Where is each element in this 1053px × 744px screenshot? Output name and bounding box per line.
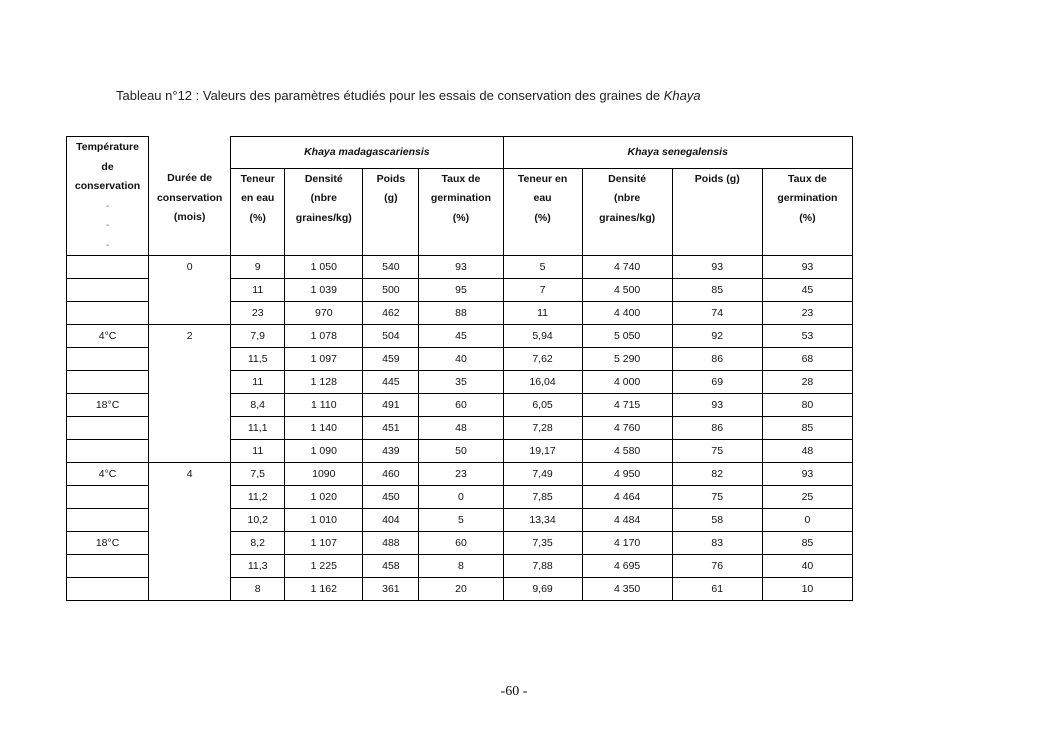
value-cell: 5 290 <box>582 348 672 371</box>
value-cell: 5 <box>503 256 582 279</box>
table-body <box>67 256 853 601</box>
value-cell: 4 695 <box>582 555 672 578</box>
table-row <box>67 440 853 463</box>
temperature-cell <box>67 555 149 578</box>
sen-poids-header: Poids (g) <box>672 168 762 255</box>
value-cell: 491 <box>363 394 419 417</box>
temperature-cell: 4°C <box>67 463 149 486</box>
duree-cell <box>149 555 231 578</box>
value-cell: 459 <box>363 348 419 371</box>
value-cell: 93 <box>419 256 503 279</box>
value-cell: 439 <box>363 440 419 463</box>
duree-cell <box>149 371 231 394</box>
duree-header: Durée de conservation (mois) <box>149 168 231 255</box>
value-cell: 5,94 <box>503 325 582 348</box>
value-cell: 540 <box>363 256 419 279</box>
value-cell: 8 <box>231 578 285 601</box>
table-row <box>67 279 853 302</box>
value-cell: 23 <box>762 302 852 325</box>
temperature-cell <box>67 486 149 509</box>
table-row <box>67 256 853 279</box>
value-cell: 4 464 <box>582 486 672 509</box>
duree-cell <box>149 486 231 509</box>
value-cell: 1 107 <box>285 532 363 555</box>
table-row <box>67 555 853 578</box>
value-cell: 11,2 <box>231 486 285 509</box>
caption-text: Tableau n°12 : Valeurs des paramètres étudiés pour les essais de conservation des graines de <box>116 88 661 103</box>
value-cell: 68 <box>762 348 852 371</box>
temperature-cell: 4°C <box>67 325 149 348</box>
value-cell: 1 010 <box>285 509 363 532</box>
value-cell: 40 <box>419 348 503 371</box>
duree-cell <box>149 302 231 325</box>
value-cell: 500 <box>363 279 419 302</box>
value-cell: 404 <box>363 509 419 532</box>
value-cell: 11 <box>231 371 285 394</box>
value-cell: 69 <box>672 371 762 394</box>
value-cell: 8 <box>419 555 503 578</box>
caption-species: Khaya <box>663 88 701 103</box>
value-cell: 1 162 <box>285 578 363 601</box>
table-row <box>67 325 853 348</box>
value-cell: 4 740 <box>582 256 672 279</box>
value-cell: 4 170 <box>582 532 672 555</box>
duree-cell <box>149 509 231 532</box>
sen-taux-header: Taux de germination (%) <box>762 168 852 255</box>
temperature-cell <box>67 279 149 302</box>
temperature-cell <box>67 417 149 440</box>
value-cell: 4 950 <box>582 463 672 486</box>
value-cell: 1 128 <box>285 371 363 394</box>
value-cell: 23 <box>419 463 503 486</box>
temperature-cell <box>67 302 149 325</box>
value-cell: 82 <box>672 463 762 486</box>
value-cell: 7,35 <box>503 532 582 555</box>
value-cell: 4 000 <box>582 371 672 394</box>
table-row <box>67 417 853 440</box>
temperature-header: Température de conservation - - - <box>67 137 149 256</box>
value-cell: 450 <box>363 486 419 509</box>
page-number: -60 - <box>500 684 528 699</box>
table-row <box>67 486 853 509</box>
table-caption <box>116 88 701 103</box>
mad-densite-header: Densité (nbre graines/kg) <box>285 168 363 255</box>
value-cell: 4 580 <box>582 440 672 463</box>
temperature-cell <box>67 256 149 279</box>
value-cell: 76 <box>672 555 762 578</box>
temperature-cell <box>67 371 149 394</box>
duree-header-spacer <box>149 137 231 169</box>
value-cell: 40 <box>762 555 852 578</box>
duree-cell <box>149 532 231 555</box>
value-cell: 11 <box>231 279 285 302</box>
duree-cell: 4 <box>149 463 231 486</box>
value-cell: 4 400 <box>582 302 672 325</box>
duree-cell <box>149 348 231 371</box>
value-cell: 361 <box>363 578 419 601</box>
value-cell: 48 <box>419 417 503 440</box>
value-cell: 504 <box>363 325 419 348</box>
value-cell: 11,3 <box>231 555 285 578</box>
value-cell: 86 <box>672 417 762 440</box>
value-cell: 488 <box>363 532 419 555</box>
value-cell: 462 <box>363 302 419 325</box>
value-cell: 88 <box>419 302 503 325</box>
table-row <box>67 302 853 325</box>
table-row <box>67 578 853 601</box>
table-row <box>67 509 853 532</box>
value-cell: 8,2 <box>231 532 285 555</box>
value-cell: 7,62 <box>503 348 582 371</box>
value-cell: 20 <box>419 578 503 601</box>
value-cell: 1090 <box>285 463 363 486</box>
temperature-cell <box>67 440 149 463</box>
value-cell: 11 <box>503 302 582 325</box>
value-cell: 7 <box>503 279 582 302</box>
table-row <box>67 532 853 555</box>
value-cell: 85 <box>762 532 852 555</box>
temperature-cell: 18°C <box>67 532 149 555</box>
value-cell: 1 110 <box>285 394 363 417</box>
value-cell: 9 <box>231 256 285 279</box>
value-cell: 75 <box>672 486 762 509</box>
value-cell: 86 <box>672 348 762 371</box>
mad-poids-header: Poids (g) <box>363 168 419 255</box>
value-cell: 93 <box>762 463 852 486</box>
value-cell: 7,5 <box>231 463 285 486</box>
sen-densite-header: Densité (nbre graines/kg) <box>582 168 672 255</box>
value-cell: 4 484 <box>582 509 672 532</box>
value-cell: 6,05 <box>503 394 582 417</box>
value-cell: 60 <box>419 532 503 555</box>
value-cell: 16,04 <box>503 371 582 394</box>
value-cell: 458 <box>363 555 419 578</box>
duree-cell <box>149 417 231 440</box>
value-cell: 35 <box>419 371 503 394</box>
value-cell: 1 020 <box>285 486 363 509</box>
value-cell: 1 097 <box>285 348 363 371</box>
value-cell: 4 350 <box>582 578 672 601</box>
value-cell: 83 <box>672 532 762 555</box>
value-cell: 0 <box>419 486 503 509</box>
value-cell: 8,4 <box>231 394 285 417</box>
value-cell: 19,17 <box>503 440 582 463</box>
duree-cell <box>149 394 231 417</box>
temperature-cell <box>67 509 149 532</box>
value-cell: 28 <box>762 371 852 394</box>
value-cell: 970 <box>285 302 363 325</box>
value-cell: 48 <box>762 440 852 463</box>
value-cell: 1 039 <box>285 279 363 302</box>
temperature-cell <box>67 348 149 371</box>
duree-cell <box>149 279 231 302</box>
value-cell: 92 <box>672 325 762 348</box>
value-cell: 11,5 <box>231 348 285 371</box>
value-cell: 7,88 <box>503 555 582 578</box>
value-cell: 7,28 <box>503 417 582 440</box>
value-cell: 93 <box>672 394 762 417</box>
value-cell: 45 <box>762 279 852 302</box>
value-cell: 50 <box>419 440 503 463</box>
temperature-cell <box>67 578 149 601</box>
value-cell: 75 <box>672 440 762 463</box>
value-cell: 45 <box>419 325 503 348</box>
species-senegalensis-header: Khaya senegalensis <box>503 137 853 169</box>
temperature-cell: 18°C <box>67 394 149 417</box>
value-cell: 80 <box>762 394 852 417</box>
value-cell: 10,2 <box>231 509 285 532</box>
value-cell: 1 050 <box>285 256 363 279</box>
value-cell: 1 090 <box>285 440 363 463</box>
value-cell: 93 <box>672 256 762 279</box>
value-cell: 60 <box>419 394 503 417</box>
value-cell: 23 <box>231 302 285 325</box>
value-cell: 445 <box>363 371 419 394</box>
sen-teneur-header: Teneur en eau (%) <box>503 168 582 255</box>
table-row <box>67 371 853 394</box>
value-cell: 11 <box>231 440 285 463</box>
value-cell: 0 <box>762 509 852 532</box>
mad-taux-header: Taux de germination (%) <box>419 168 503 255</box>
table-row <box>67 348 853 371</box>
value-cell: 9,69 <box>503 578 582 601</box>
species-madagascariensis-header: Khaya madagascariensis <box>231 137 503 169</box>
value-cell: 7,49 <box>503 463 582 486</box>
value-cell: 1 225 <box>285 555 363 578</box>
value-cell: 53 <box>762 325 852 348</box>
value-cell: 5 <box>419 509 503 532</box>
value-cell: 13,34 <box>503 509 582 532</box>
value-cell: 85 <box>762 417 852 440</box>
duree-cell <box>149 578 231 601</box>
value-cell: 61 <box>672 578 762 601</box>
table-row <box>67 463 853 486</box>
value-cell: 25 <box>762 486 852 509</box>
value-cell: 1 140 <box>285 417 363 440</box>
value-cell: 460 <box>363 463 419 486</box>
table-row <box>67 394 853 417</box>
value-cell: 95 <box>419 279 503 302</box>
conservation-table <box>66 136 853 601</box>
value-cell: 93 <box>762 256 852 279</box>
value-cell: 451 <box>363 417 419 440</box>
duree-cell <box>149 440 231 463</box>
value-cell: 85 <box>672 279 762 302</box>
value-cell: 74 <box>672 302 762 325</box>
value-cell: 10 <box>762 578 852 601</box>
value-cell: 7,9 <box>231 325 285 348</box>
value-cell: 11,1 <box>231 417 285 440</box>
value-cell: 5 050 <box>582 325 672 348</box>
duree-cell: 0 <box>149 256 231 279</box>
value-cell: 4 500 <box>582 279 672 302</box>
mad-teneur-header: Teneur en eau (%) <box>231 168 285 255</box>
value-cell: 1 078 <box>285 325 363 348</box>
value-cell: 7,85 <box>503 486 582 509</box>
value-cell: 4 760 <box>582 417 672 440</box>
duree-cell: 2 <box>149 325 231 348</box>
value-cell: 4 715 <box>582 394 672 417</box>
value-cell: 58 <box>672 509 762 532</box>
